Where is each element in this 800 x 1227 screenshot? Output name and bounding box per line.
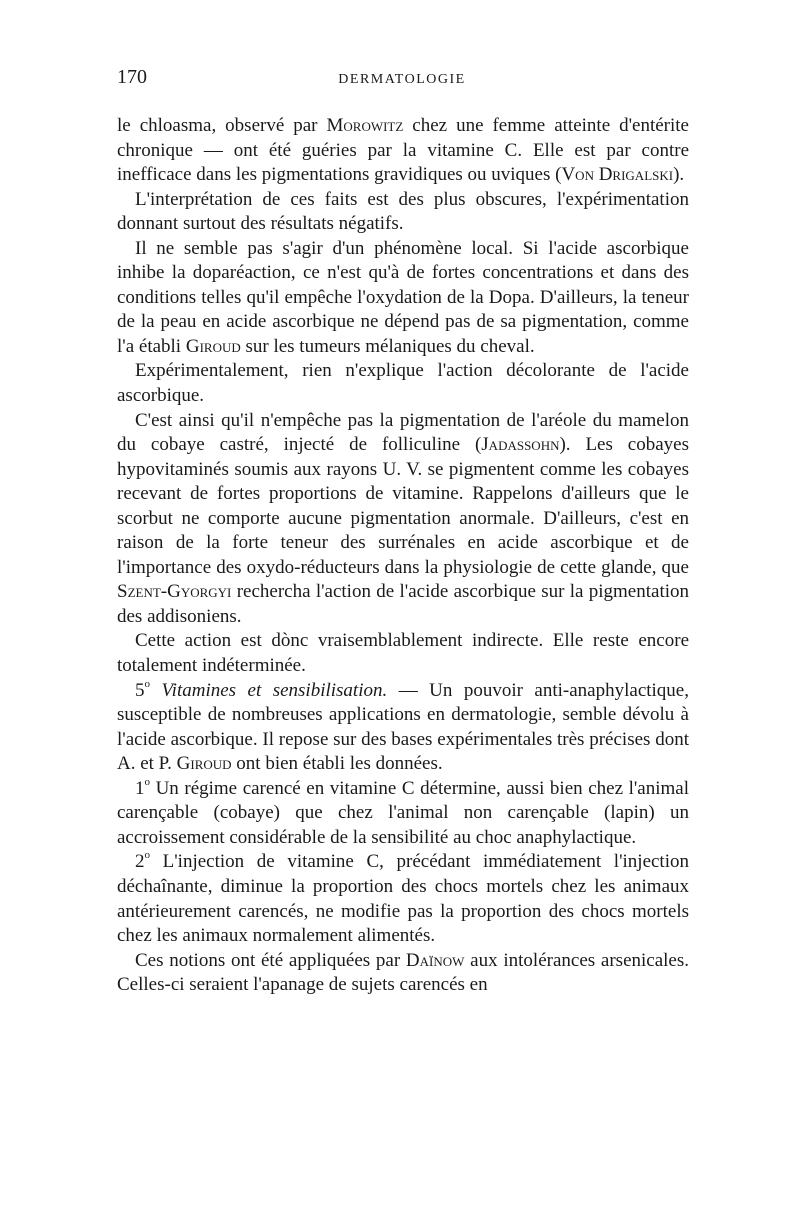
text-run: C'est ainsi qu'il n'empêche pas la pigmentation de l'aréole du mamelon du cobaye castré, injecté de folliculine ( (117, 409, 689, 456)
section-number: 5 (135, 679, 145, 701)
paragraph-1 (117, 114, 689, 188)
page-header (117, 66, 687, 96)
author-name: Morowitz (326, 115, 404, 136)
body-text (117, 114, 689, 998)
author-name: Jadassohn (481, 434, 560, 456)
text-run: Ces notions ont été appliquées par (135, 949, 406, 971)
numbered-point-1 (117, 777, 689, 851)
author-name: Giroud (176, 753, 232, 775)
section-5-paragraph (117, 679, 689, 777)
ordinal-mark: o (144, 677, 150, 690)
text-run: Il ne semble pas s'agir d'un phénomène local. Si l'acide ascorbique inhibe la doparéaction, ce n'est qu'à de fortes concentrations et dans des conditions telles qu'il empêche l'oxydation de la Dopa. D'ailleurs, la teneur de la peau en acide ascorbique ne dépend pas de sa pigmentation, comme l'a établi (117, 237, 689, 357)
point-number: 2 (135, 851, 145, 873)
page-number: 170 (117, 66, 147, 88)
text-run: ont bien établi les données. (231, 753, 443, 775)
text-run: ). Les cobayes hypovitaminés soumis aux rayons U. V. se pigmentent comme les cobayes recevant de fortes proportions de vitamine. Rappelons d'ailleurs que le scorbut ne comporte aucune pigmentation anormale. D'ailleurs, c'est en raison de la forte teneur des surrénales en acide ascorbique et de l'importance des oxydo-réducteurs dans la physiologie de cette glande, que (117, 434, 689, 578)
ordinal-mark: o (144, 775, 150, 788)
ordinal-mark: o (144, 849, 150, 862)
text-run: rechercha l'action de l'acide ascorbique sur la pigmentation des addisoniens. (117, 581, 689, 627)
text-run: aux intolérances arsenicales. Celles-ci seraient l'apanage de sujets carencés en (117, 949, 689, 996)
text-run: — Un pouvoir anti-anaphylactique, susceptible de nombreuses applications en dermatologie, semble dévolu à l'acide ascorbique. Il repose sur des bases expérimentales très précises dont A. et P. (117, 679, 689, 775)
text-run: le chloasma, observé par (117, 115, 327, 136)
text-run: Un régime carencé en vitamine C détermine, aussi bien chez l'animal carençable (cobaye) que chez l'animal non carençable (lapin) un accroissement considérable de la sensibilité au choc anaphylactique. (117, 777, 689, 848)
paragraph-2: L'interprétation de ces faits est des plus obscures, l'expérimentation donnant surtout des résultats négatifs. (117, 188, 689, 235)
author-name: Szent-Gyorgyi (117, 581, 232, 603)
paragraph-3 (117, 237, 689, 360)
text-run: chez une femme atteinte d'entérite chronique — ont été guéries par la vitamine C. Elle est par contre inefficace dans les pigmentations gravidiques ou uviques ( (117, 115, 689, 186)
numbered-point-2 (117, 850, 689, 948)
text-run: ). (673, 164, 685, 186)
running-title: DERMATOLOGIE (338, 72, 466, 87)
point-number: 1 (135, 777, 145, 799)
paragraph-4: Expérimentalement, rien n'explique l'action décolorante de l'acide ascorbique. (117, 360, 689, 407)
author-name: Daïnow (405, 949, 465, 971)
text-run: sur les tumeurs mélaniques du cheval. (240, 335, 535, 357)
section-title: Vitamines et sensibilisation. (161, 679, 388, 701)
text-run: L'injection de vitamine C, précédant immédiatement l'injection déchaînante, diminue la proportion des chocs mortels chez les animaux antérieurement carencés, ne modifie pas la proportion des chocs mortels chez les animaux normalement alimentés. (117, 851, 689, 947)
paragraph-last (117, 949, 689, 998)
paragraph-5 (117, 409, 689, 630)
paragraph-6: Cette action est dònc vraisemblablement indirecte. Elle reste encore totalement indéterminée. (117, 630, 689, 677)
author-name: Giroud (185, 335, 241, 357)
author-name: Von Drigalski (561, 164, 674, 186)
